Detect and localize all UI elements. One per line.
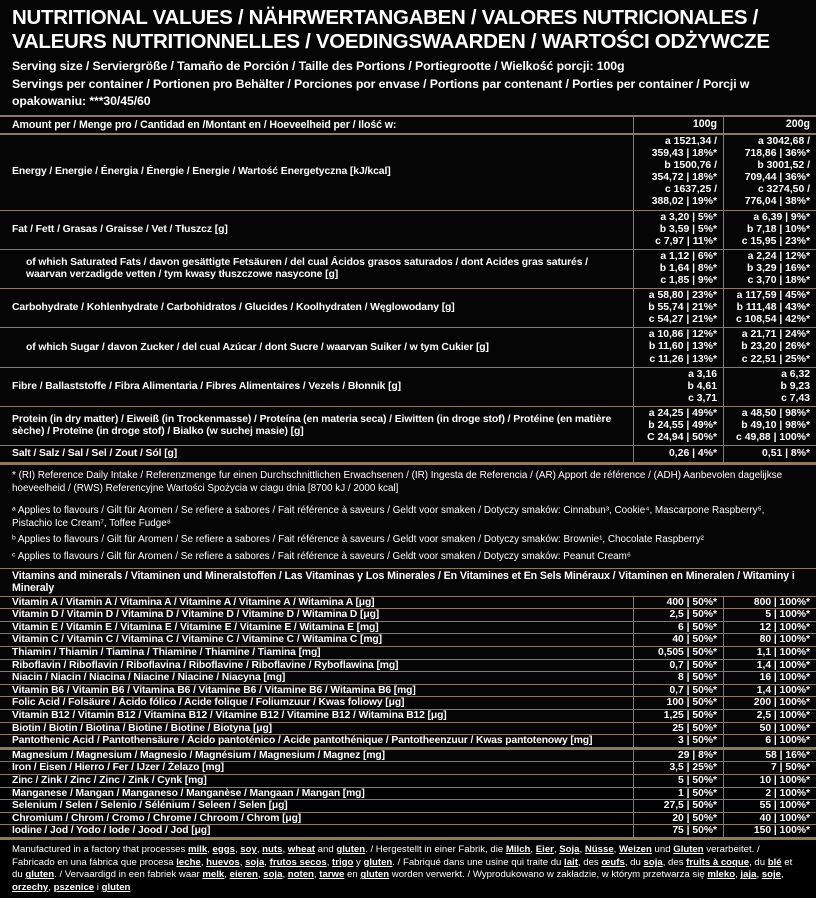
vitamin-label: Thiamin / Thiamin / Tiamina / Thiamine / Thiamine / Tiamina [mg] — [12, 646, 321, 658]
vitamin-value-200g: 1,4 | 100%* — [723, 660, 816, 672]
vitamin-label: Vitamin C / Vitamin C / Vitamina C / Vitamine C / Vitamine C / Witamina C [mg] — [12, 634, 382, 646]
row-value-200g — [723, 211, 816, 249]
allergen-word: gluten — [336, 843, 366, 855]
allergen-text: , — [579, 843, 585, 855]
vitamins-minerals-table — [0, 597, 816, 837]
allergen-word: tarwe — [319, 869, 345, 881]
value-line: b 3001,52 / — [757, 160, 810, 172]
value-line: b 3,59 | 5%* — [659, 223, 717, 235]
vitamin-value-200g: 40 | 100%* — [723, 813, 816, 825]
allergen-word: gluten — [101, 882, 131, 894]
row-label: Protein (in dry matter) / Eiweiß (in Trockenmasse) / Proteína (en materia seca) / Eiwitten (in droge stof) / Protéine (en matière sèche) / Proteïne (in droge stof) / Bialko (w suchej masie) [g] — [12, 414, 612, 438]
amount-per-label: Amount per / Menge pro / Cantidad en /Montant en / Hoeveelheid per / Ilość w: — [12, 118, 397, 131]
vitamin-value-200g: 6 | 100%* — [723, 735, 816, 747]
table-header-row — [0, 115, 816, 134]
allergen-word: fruits à coque — [686, 856, 750, 868]
vitamin-label: Folic Acid / Folsäure / Ácido fólico / Acide folique / Foliumzuur / Kwas foliowy [μg] — [12, 697, 405, 709]
allergen-text: , — [326, 856, 333, 868]
value-line: b 23,20 | 26%* — [741, 341, 810, 353]
table-row — [0, 327, 816, 366]
vitamin-value-100g: 6 | 50%* — [633, 622, 723, 634]
allergen-text: , du — [624, 856, 644, 868]
vitamin-row — [0, 824, 816, 837]
vitamin-row — [0, 709, 816, 722]
allergen-text: , — [234, 843, 241, 855]
value-line: a 1521,34 / — [665, 135, 717, 147]
column-header-200g: 200g — [723, 117, 816, 133]
value-line: c 1637,25 / — [665, 184, 717, 196]
vitamin-row — [0, 597, 816, 609]
value-line: c 1,85 | 9%* — [660, 275, 717, 287]
row-value-200g — [723, 250, 816, 288]
row-label: Salt / Salz / Sal / Sel / Zout / Sól [g] — [12, 448, 178, 460]
vitamin-label: Vitamin B12 / Vitamin B12 / Vitamina B12 / Vitamine B12 / Vitamine B12 / Witamina B12 [μg] — [12, 709, 447, 721]
vitamin-row — [0, 633, 816, 646]
vitamin-label: Vitamin A / Vitamin A / Vitamina A / Vitamine A / Vitamine A / Witamina A [μg] — [12, 596, 375, 608]
value-line: c 22,51 | 25%* — [741, 353, 810, 365]
value-line: 0,51 | 8%* — [762, 448, 810, 460]
vitamin-value-100g: 1 | 50%* — [633, 788, 723, 800]
value-line: c 7,97 | 11%* — [655, 235, 717, 247]
value-line: b 111,48 | 43%* — [736, 302, 810, 314]
allergen-text: worden verwerkt. / Wyprodukowano w zakładzie, w którym przetwarza się — [389, 869, 708, 881]
value-line: b 7,18 | 10%* — [747, 223, 810, 235]
vitamin-value-200g: 200 | 100%* — [723, 697, 816, 709]
allergen-text: . / Hergestellt in einer Fabrik, die — [365, 843, 506, 855]
allergen-text: , — [48, 882, 54, 894]
allergen-text: , — [553, 843, 560, 855]
table-row — [0, 134, 816, 210]
allergen-word: eieren — [229, 869, 258, 881]
allergen-word: frutos secos — [269, 856, 327, 868]
value-line: 709,44 | 36%* — [744, 172, 810, 184]
allergen-word: huevos — [206, 856, 240, 868]
value-line: b 49,10 | 98%* — [741, 420, 810, 432]
value-line: c 108,54 | 42%* — [736, 314, 810, 326]
vitamin-value-100g: 100 | 50%* — [633, 697, 723, 709]
value-line: b 11,60 | 13%* — [648, 341, 717, 353]
allergen-word: Weizen — [619, 843, 652, 855]
vitamin-row — [0, 646, 816, 659]
value-line: a 3,16 — [688, 368, 717, 380]
vitamin-row — [0, 722, 816, 735]
vitamin-row — [0, 621, 816, 634]
allergen-text: , — [282, 843, 288, 855]
vitamin-label: Magnesium / Magnesium / Magnesio / Magnésium / Magnesium / Magnez [mg] — [12, 749, 385, 761]
row-value-200g — [723, 289, 816, 327]
allergen-text: Manufactured in a factory that processes — [12, 843, 188, 855]
row-label: Carbohydrate / Kohlenhydrate / Carbohidratos / Glucides / Koolhydraten / Węglowodany [g] — [12, 302, 455, 314]
value-line: a 58,80 | 23%* — [648, 290, 717, 302]
value-line: a 2,24 | 12%* — [747, 250, 810, 262]
value-line: c 15,95 | 23%* — [741, 235, 810, 247]
allergen-text: , — [239, 856, 246, 868]
value-line: b 9,23 — [780, 380, 810, 392]
allergen-word: orzechy — [12, 882, 49, 894]
value-line: b 3,29 | 16%* — [747, 262, 810, 274]
vitamin-value-100g: 27,5 | 50%* — [633, 800, 723, 812]
value-line: 359,43 | 18%* — [651, 148, 717, 160]
allergen-word: Nüsse — [584, 843, 614, 855]
row-label: Fat / Fett / Grasas / Graisse / Vet / Tłuszcz [g] — [12, 223, 228, 235]
allergen-word: gluten — [360, 869, 390, 881]
value-line: a 3,20 | 5%* — [660, 211, 717, 223]
vitamin-value-100g: 3 | 50%* — [633, 735, 723, 747]
vitamin-row — [0, 608, 816, 621]
serving-size-line: Serving size / Serviergröße / Tamaño de Porción / Taille des Portions / Portiegrootte / Wielkość porcji: 100g — [12, 59, 625, 74]
vitamin-row — [0, 761, 816, 774]
value-line: a 1,12 | 6%* — [660, 250, 717, 262]
allergen-text: und — [651, 843, 674, 855]
vitamin-value-200g: 2,5 | 100%* — [723, 710, 816, 722]
value-line: c 49,88 | 100%* — [736, 432, 810, 444]
vitamin-value-200g: 50 | 100%* — [723, 723, 816, 735]
allergen-text: , — [207, 843, 213, 855]
value-line: 388,02 | 19%* — [651, 196, 717, 208]
allergen-text: y — [353, 856, 364, 868]
allergen-text: . / Fabriqué dans une usine qui traite du — [392, 856, 565, 868]
vitamin-row — [0, 671, 816, 684]
vitamin-value-100g: 400 | 50%* — [633, 597, 723, 609]
vitamin-value-100g: 8 | 50%* — [633, 672, 723, 684]
allergen-word: noten — [287, 869, 314, 881]
value-line: a 21,71 | 24%* — [741, 329, 810, 341]
value-line: 354,72 | 18%* — [651, 172, 717, 184]
vitamin-value-100g: 29 | 8%* — [633, 750, 723, 762]
vitamin-value-200g: 800 | 100%* — [723, 597, 816, 609]
footnotes-section — [0, 465, 816, 567]
allergen-word: soja — [643, 856, 663, 868]
value-line: c 3,70 | 18%* — [747, 275, 810, 287]
value-line: c 11,26 | 13%* — [649, 353, 717, 365]
vitamin-label: Iodine / Jod / Yodo / Iode / Jood / Jod [μg] — [12, 825, 211, 837]
allergen-word: lait — [564, 856, 578, 868]
row-value-100g — [633, 250, 723, 288]
allergen-text: , — [313, 869, 320, 881]
allergen-word: gluten — [25, 869, 55, 881]
allergen-word: gluten — [363, 856, 393, 868]
flavour-footnote: ᵇ Applies to flavours / Gilt für Aromen / Se refiere a sabores / Fait référence à saveurs / Geldt voor smaken / Dotyczy smaków: Brownie¹, Chocolate Raspberry² — [12, 534, 704, 546]
allergen-text: , — [282, 869, 288, 881]
vitamin-value-200g: 5 | 100%* — [723, 609, 816, 621]
allergen-word: soja — [245, 856, 265, 868]
vitamin-row — [0, 659, 816, 672]
allergen-word: pszenice — [53, 882, 95, 894]
row-value-200g — [723, 135, 816, 210]
vitamin-value-100g: 75 | 50%* — [633, 825, 723, 837]
nutrition-table-body — [0, 134, 816, 465]
flavour-footnote: ᶜ Applies to flavours / Gilt für Aromen / Se refiere a sabores / Fait référence à saveurs / Geldt voor smaken / Dotyczy smaków: Peanut Cream⁶ — [12, 550, 631, 562]
allergen-text: , du — [749, 856, 768, 868]
allergen-text: , — [224, 869, 230, 881]
allergen-word: soja — [263, 869, 283, 881]
allergen-word: trigo — [332, 856, 354, 868]
allergen-statement — [0, 837, 816, 898]
allergen-word: melk — [202, 869, 225, 881]
vitamin-label: Pantothenic Acid / Pantothensäure / Ácido pantoténico / Acide pantothénique / Pantotheenzuur / Kwas pantotenowy [mg] — [12, 735, 593, 747]
vitamin-value-100g: 0,7 | 50%* — [633, 660, 723, 672]
vitamin-value-200g: 55 | 100%* — [723, 800, 816, 812]
allergen-text: and — [314, 843, 337, 855]
vitamin-label: Vitamin B6 / Vitamin B6 / Vitamina B6 / Vitamine B6 / Vitamine B6 / Witamina B6 [mg] — [12, 684, 416, 696]
column-header-100g: 100g — [633, 117, 723, 133]
vitamin-value-200g: 150 | 100%* — [723, 825, 816, 837]
vitamin-label: Manganese / Mangan / Manganeso / Manganèse / Mangaan / Mangan [mg] — [12, 787, 365, 799]
allergen-word: wheat — [287, 843, 315, 855]
value-line: c 7,43 — [781, 392, 810, 404]
reference-intake-footnote: * (RI) Reference Daily Intake / Referenzmenge fur einen Durchschnittlichen Erwachsenen / (IR) Ingesta de Referencia / (AR) Apport de référence / (ADH) Aanbevolen dagelijkse hoeveelheid / (RWS) Referencyjne Wartości Spożycia w ciagu dnia [8700 kJ / 2000 kcal] — [12, 470, 783, 495]
allergen-text: et du — [12, 856, 793, 881]
vitamin-value-200g: 7 | 50%* — [723, 762, 816, 774]
nutrition-table — [0, 115, 816, 465]
vitamin-value-100g: 2,5 | 50%* — [633, 609, 723, 621]
row-value-200g — [723, 407, 816, 445]
row-value-100g — [633, 289, 723, 327]
vitamin-value-100g: 1,25 | 50%* — [633, 710, 723, 722]
allergen-word: Soja — [559, 843, 580, 855]
value-line: b 24,55 | 49%* — [648, 420, 717, 432]
allergen-text: , — [257, 869, 264, 881]
vitamin-row — [0, 734, 816, 747]
value-line: c 3274,50 / — [758, 184, 810, 196]
vitamin-label: Iron / Eisen / Hierro / Fer / IJzer / Żelazo [mg] — [12, 762, 224, 774]
table-row — [0, 288, 816, 327]
value-line: a 10,86 | 12%* — [648, 329, 717, 341]
vitamin-row — [0, 812, 816, 825]
allergen-word: soy — [240, 843, 257, 855]
vitamin-row — [0, 696, 816, 709]
row-value-100g — [633, 368, 723, 406]
allergen-text: , des — [662, 856, 687, 868]
vitamin-value-200g: 12 | 100%* — [723, 622, 816, 634]
vitamin-value-100g: 20 | 50%* — [633, 813, 723, 825]
value-line: a 3042,68 / — [758, 135, 810, 147]
vitamins-minerals-header: Vitamins and minerals / Vitaminen und Mineralstoffen / Las Vitaminas y Los Minerales / En Vitamines et En Sels Minéraux / Vitaminen en Mineralen / Witaminy i Mineraly — [0, 568, 816, 597]
vitamin-value-200g: 10 | 100%* — [723, 775, 816, 787]
vitamin-value-100g: 40 | 50%* — [633, 634, 723, 646]
value-line: 0,26 | 4%* — [669, 448, 717, 460]
value-line: b 1,64 | 8%* — [659, 262, 717, 274]
row-value-100g — [633, 328, 723, 366]
allergen-text: , — [264, 856, 270, 868]
vitamin-label: Niacin / Niacin / Niacina / Niacine / Niacine / Niacyna [mg] — [12, 672, 286, 684]
page-title: NUTRITIONAL VALUES / NÄHRWERTANGABEN / VALORES NUTRICIONALES / VALEURS NUTRITIONNELLES / VOEDINGSWAARDEN / WARTOŚCI ODŻYWCZE — [12, 6, 770, 54]
table-row — [0, 406, 816, 445]
allergen-text: , — [780, 869, 784, 881]
vitamin-value-100g: 0,505 | 50%* — [633, 647, 723, 659]
row-value-200g — [723, 446, 816, 462]
allergen-text: , — [735, 869, 741, 881]
allergen-word: Eier — [535, 843, 554, 855]
allergen-word: œufs — [601, 856, 625, 868]
vitamin-label: Vitamin D / Vitamin D / Vitamina D / Vitamine D / Vitamine D / Witamina D [μg] — [12, 609, 380, 621]
value-line: 776,04 | 38%* — [744, 196, 810, 208]
vitamin-value-200g: 1,1 | 100%* — [723, 647, 816, 659]
row-value-100g — [633, 446, 723, 462]
table-row — [0, 367, 816, 406]
allergen-word: mleko — [707, 869, 736, 881]
row-value-100g — [633, 211, 723, 249]
value-line: C 24,94 | 50%* — [647, 432, 717, 444]
table-row — [0, 445, 816, 465]
vitamin-row — [0, 747, 816, 762]
value-line: b 1500,76 / — [664, 160, 717, 172]
table-row — [0, 210, 816, 249]
vitamin-row — [0, 684, 816, 697]
vitamin-value-100g: 0,7 | 50%* — [633, 685, 723, 697]
allergen-text: i — [94, 882, 102, 894]
allergen-text: verarbeitet. / Fabricado en una fábrica que procesa — [12, 843, 760, 868]
vitamin-label: Riboflavin / Riboflavin / Riboflavina / Riboflavine / Riboflavine / Ryboflawina [mg] — [12, 659, 399, 671]
vitamin-value-200g: 58 | 16%* — [723, 750, 816, 762]
value-line: a 6,39 | 9%* — [753, 211, 810, 223]
allergen-word: leche — [176, 856, 201, 868]
row-label: of which Saturated Fats / davon gesättigte Fetsäuren / del cual Ácidos grasos saturados / dont Acides gras saturés / waarvan verzadigde vetten / tym kwasy tłuszczowe nasycone [g] — [26, 256, 588, 280]
allergen-text: , des — [577, 856, 602, 868]
allergen-word: milk — [187, 843, 208, 855]
allergen-text: . / Vervaardigd in een fabriek waar — [54, 869, 203, 881]
allergen-text: , — [756, 869, 762, 881]
vitamin-value-200g: 16 | 100%* — [723, 672, 816, 684]
allergen-word: jaja — [740, 869, 757, 881]
vitamin-value-200g: 80 | 100%* — [723, 634, 816, 646]
vitamin-value-200g: 2 | 100%* — [723, 788, 816, 800]
row-value-100g — [633, 407, 723, 445]
vitamin-value-100g: 5 | 50%* — [633, 775, 723, 787]
row-value-200g — [723, 328, 816, 366]
row-label: Fibre / Ballaststoffe / Fibra Alimentaria / Fibres Alimentaires / Vezels / Błonnik [g] — [12, 380, 402, 392]
vitamin-label: Biotin / Biotin / Biotina / Biotine / Biotine / Biotyna [μg] — [12, 722, 272, 734]
value-line: a 117,59 | 45%* — [736, 290, 810, 302]
servings-per-container-line: Servings per container / Portionen pro Behälter / Porciones por envase / Portions par contenant / Porties per container / Porcji w opakowaniu: ***30/45/60 — [12, 76, 750, 108]
vitamin-value-100g: 25 | 50%* — [633, 723, 723, 735]
value-line: c 3,71 — [688, 392, 717, 404]
allergen-text: , — [530, 843, 536, 855]
row-value-100g — [633, 135, 723, 210]
allergen-word: blé — [767, 856, 782, 868]
row-value-200g — [723, 368, 816, 406]
value-line: a 6,32 — [781, 368, 810, 380]
vitamin-row — [0, 799, 816, 812]
vitamin-label: Zinc / Zink / Zinc / Zinc / Zink / Cynk [mg] — [12, 774, 207, 786]
vitamin-label: Vitamin E / Vitamin E / Vitamina E / Vitamine E / Vitamine E / Witamina E [mg] — [12, 621, 379, 633]
allergen-text: , — [256, 843, 263, 855]
table-row — [0, 249, 816, 288]
allergen-word: Gluten — [673, 843, 704, 855]
vitamin-value-100g: 3,5 | 25%* — [633, 762, 723, 774]
allergen-word: Milch — [505, 843, 531, 855]
row-label: of which Sugar / davon Zucker / del cual Azúcar / dont Sucre / waarvan Suiker / w tym Cukier [g] — [26, 341, 489, 353]
allergen-word: nuts — [262, 843, 283, 855]
row-label: Energy / Energie / Énergia / Énergie / Energie / Wartość Energetyczna [kJ/kcal] — [12, 166, 391, 178]
allergen-text: , — [200, 856, 207, 868]
allergen-text: en — [344, 869, 361, 881]
value-line: a 24,25 | 49%* — [648, 407, 717, 419]
value-line: a 48,50 | 98%* — [741, 407, 810, 419]
allergen-word: eggs — [212, 843, 235, 855]
value-line: 718,86 | 36%* — [744, 148, 810, 160]
value-line: b 55,74 | 21%* — [648, 302, 717, 314]
vitamin-value-200g: 1,4 | 100%* — [723, 685, 816, 697]
vitamin-label: Chromium / Chrom / Cromo / Chrome / Chroom / Chrom [μg] — [12, 812, 302, 824]
value-line: c 54,27 | 21%* — [648, 314, 717, 326]
value-line: b 4,61 — [687, 380, 717, 392]
flavour-footnote: ᵃ Applies to flavours / Gilt für Aromen / Se refiere a sabores / Fait référence à saveurs / Geldt voor smaken / Dotyczy smaków: Cinnabun³, Cookie⁴, Mascarpone Raspberry⁵, Pistachio Ice Cream⁷, Toffee Fudge⁸ — [12, 505, 765, 530]
vitamin-row — [0, 787, 816, 800]
vitamin-label: Selenium / Selen / Selenio / Sélénium / Seleen / Selen [μg] — [12, 800, 288, 812]
vitamin-row — [0, 774, 816, 787]
allergen-word: soje — [761, 869, 781, 881]
allergen-text: , — [613, 843, 619, 855]
